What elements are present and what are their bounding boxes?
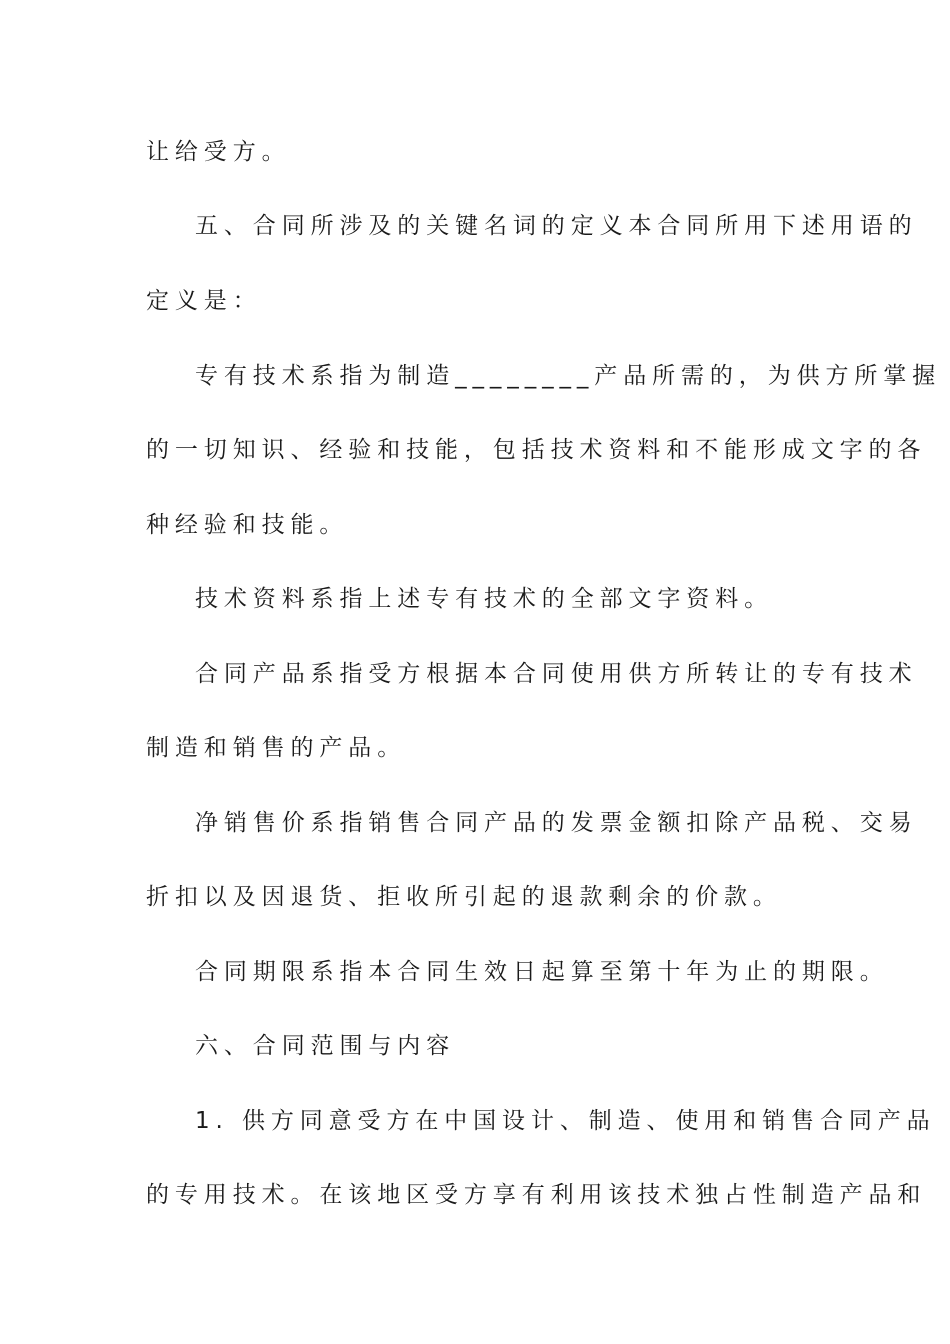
text-line: 技术资料系指上述专有技术的全部文字资料。 — [195, 586, 773, 612]
text-line: 合同产品系指受方根据本合同使用供方所转让的专有技术 — [195, 661, 918, 687]
text-line: 制造和销售的产品。 — [146, 735, 407, 761]
section-heading: 五、合同所涉及的关键名词的定义本合同所用下述用语的 — [195, 213, 918, 239]
text-line: 净销售价系指销售合同产品的发票金额扣除产品税、交易 — [195, 810, 918, 836]
section-heading: 六、合同范围与内容 — [195, 1033, 456, 1059]
text-line: 让给受方。 — [146, 139, 291, 165]
text-line: 1. 供方同意受方在中国设计、制造、使用和销售合同产品 — [195, 1108, 936, 1134]
text-line: 折扣以及因退货、拒收所引起的退款剩余的价款。 — [146, 884, 782, 910]
text-line: 的一切知识、经验和技能，包括技术资料和不能形成文字的各 — [146, 437, 927, 463]
text-line: 的专用技术。在该地区受方享有利用该技术独占性制造产品和 — [146, 1182, 927, 1208]
text-line: 专有技术系指为制造________产品所需的，为供方所掌握 — [195, 363, 942, 389]
text-line: 定义是： — [146, 288, 262, 314]
text-line: 种经验和技能。 — [146, 512, 349, 538]
text-line: 合同期限系指本合同生效日起算至第十年为止的期限。 — [195, 959, 889, 985]
